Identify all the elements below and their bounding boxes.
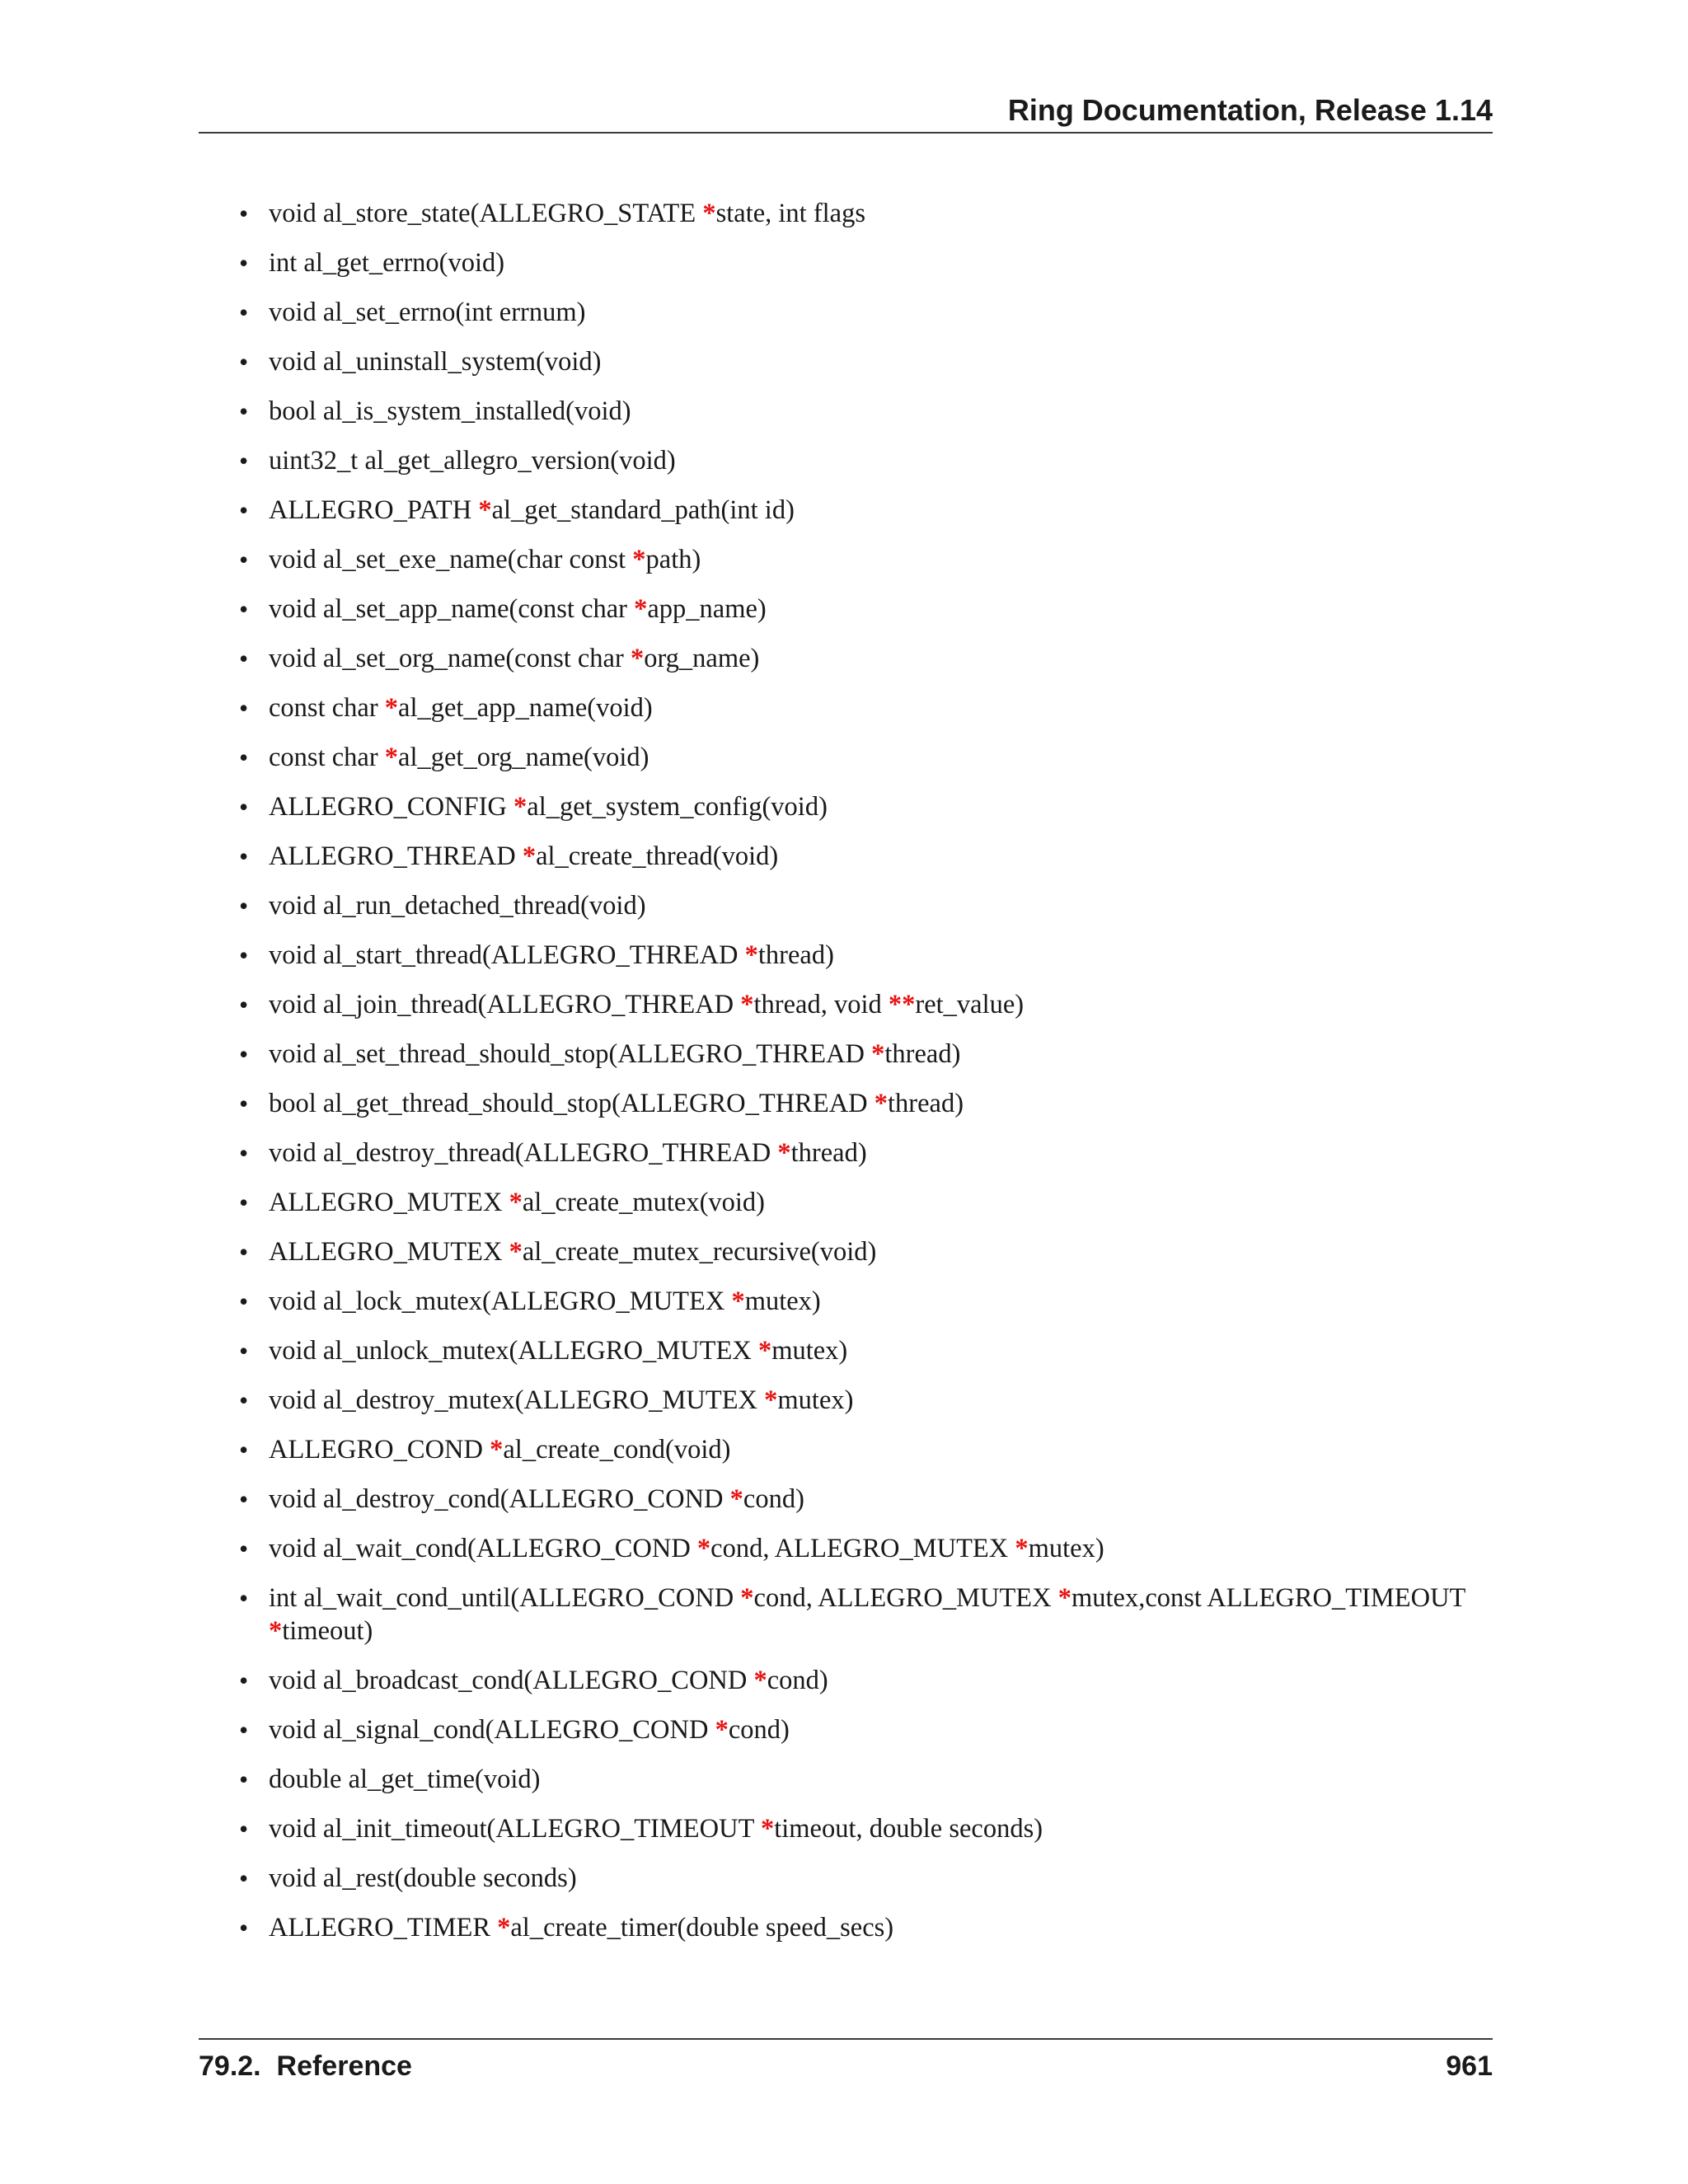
signature-text: bool al_get_thread_should_stop(ALLEGRO_THREAD [269, 1089, 874, 1118]
pointer-asterisk: * [740, 1583, 754, 1613]
function-signature [239, 1664, 1500, 1697]
pointer-asterisk: * [871, 1039, 885, 1069]
signature-text: void al_destroy_cond(ALLEGRO_COND [269, 1484, 730, 1514]
signature-text: void al_set_exe_name(char const [269, 545, 633, 574]
signature-text: void al_join_thread(ALLEGRO_THREAD [269, 990, 741, 1019]
signature-text: timeout, double seconds) [774, 1814, 1043, 1844]
signature-text: mutex,const ALLEGRO_TIMEOUT [1071, 1583, 1465, 1613]
signature-text: const char [269, 743, 385, 772]
signature-text: int al_get_errno(void) [269, 248, 505, 278]
function-signature [239, 444, 1500, 477]
signature-text: cond) [728, 1715, 790, 1745]
signature-text: ALLEGRO_CONFIG [269, 792, 514, 822]
function-signature [239, 1763, 1500, 1796]
signature-text: timeout) [282, 1616, 373, 1646]
signature-text: void al_wait_cond(ALLEGRO_COND [269, 1534, 697, 1563]
signature-text: ALLEGRO_TIMER [269, 1913, 498, 1943]
section-reference: 79.2. Reference [199, 2050, 412, 2082]
pointer-asterisk: * [509, 1237, 523, 1267]
signature-text: void al_set_errno(int errnum) [269, 298, 586, 327]
pointer-asterisk: * [764, 1385, 778, 1415]
pointer-asterisk: * [715, 1715, 729, 1745]
signature-text: void al_lock_mutex(ALLEGRO_MUTEX [269, 1286, 732, 1316]
pointer-asterisk: * [269, 1616, 283, 1646]
function-signature [239, 642, 1500, 675]
function-signature [239, 1713, 1500, 1746]
signature-text: bool al_is_system_installed(void) [269, 396, 631, 426]
signature-text: al_get_org_name(void) [398, 743, 649, 772]
signature-text: al_create_mutex(void) [522, 1188, 765, 1217]
signature-text: void al_signal_cond(ALLEGRO_COND [269, 1715, 715, 1745]
page-header [199, 92, 1493, 134]
signature-text: void al_unlock_mutex(ALLEGRO_MUTEX [269, 1336, 758, 1366]
signature-text: al_create_cond(void) [503, 1435, 731, 1465]
pointer-asterisk: * [632, 545, 646, 574]
signature-text: void al_run_detached_thread(void) [269, 891, 646, 921]
signature-text: org_name) [644, 644, 760, 673]
function-signature [239, 1384, 1500, 1417]
pointer-asterisk: * [744, 940, 758, 970]
signature-text: double al_get_time(void) [269, 1765, 541, 1794]
function-signature [239, 1911, 1500, 1944]
signature-text: thread) [888, 1089, 964, 1118]
function-signature [239, 345, 1500, 378]
signature-text: al_create_mutex_recursive(void) [522, 1237, 877, 1267]
pointer-asterisk: * [634, 594, 648, 624]
function-signature [239, 1038, 1500, 1071]
function-signature [239, 296, 1500, 329]
signature-text: thread) [790, 1138, 867, 1168]
function-signature [239, 939, 1500, 972]
function-signature [239, 691, 1500, 724]
pointer-asterisk: * [1015, 1534, 1029, 1563]
function-signature [239, 1087, 1500, 1120]
signature-text: mutex) [744, 1286, 821, 1316]
pointer-asterisk: * [696, 1534, 711, 1563]
pointer-asterisk: * [777, 1138, 791, 1168]
pointer-asterisk: * [874, 1089, 889, 1118]
signature-text: ret_value) [915, 990, 1025, 1019]
signature-text: cond) [743, 1484, 804, 1514]
signature-text: mutex) [1028, 1534, 1104, 1563]
signature-text: ALLEGRO_THREAD [269, 841, 523, 871]
document-title: Ring Documentation, Release 1.14 [1007, 93, 1493, 127]
function-signature [239, 1186, 1500, 1219]
function-signature [239, 1483, 1500, 1516]
pointer-asterisk: * [522, 841, 537, 871]
signature-text: mutex) [777, 1385, 854, 1415]
signature-text: app_name) [647, 594, 767, 624]
signature-text: al_get_app_name(void) [398, 693, 653, 723]
function-signature [239, 197, 1500, 230]
signature-text: int al_wait_cond_until(ALLEGRO_COND [269, 1583, 741, 1613]
signature-text: thread, void [753, 990, 889, 1019]
signature-text: cond, ALLEGRO_MUTEX [710, 1534, 1015, 1563]
signature-text: al_create_timer(double speed_secs) [510, 1913, 894, 1943]
signature-text: al_get_standard_path(int id) [491, 495, 795, 525]
signature-text: const char [269, 693, 385, 723]
signature-text: ALLEGRO_MUTEX [269, 1237, 509, 1267]
signature-text: thread) [757, 940, 834, 970]
signature-text: void al_set_thread_should_stop(ALLEGRO_THREAD [269, 1039, 872, 1069]
function-signature [239, 790, 1500, 823]
pointer-asterisk: ** [888, 990, 916, 1019]
pointer-asterisk: * [731, 1286, 745, 1316]
function-signature-list [239, 197, 1500, 1961]
pointer-asterisk: * [497, 1913, 511, 1943]
pointer-asterisk: * [753, 1666, 767, 1695]
signature-text: void al_store_state(ALLEGRO_STATE [269, 199, 703, 228]
function-signature [239, 741, 1500, 774]
signature-text: cond, ALLEGRO_MUTEX [753, 1583, 1058, 1613]
function-signature [239, 1862, 1500, 1895]
function-signature [239, 1137, 1500, 1169]
signature-text: void al_set_app_name(const char [269, 594, 635, 624]
function-signature [239, 840, 1500, 873]
signature-text: mutex) [771, 1336, 848, 1366]
function-signature [239, 1285, 1500, 1318]
pointer-asterisk: * [757, 1336, 772, 1366]
signature-text: ALLEGRO_COND [269, 1435, 490, 1465]
function-signature [239, 1812, 1500, 1845]
function-signature [239, 395, 1500, 428]
signature-text: void al_set_org_name(const char [269, 644, 631, 673]
function-signature [239, 889, 1500, 922]
signature-text: al_get_system_config(void) [527, 792, 828, 822]
pointer-asterisk: * [760, 1814, 775, 1844]
signature-text: void al_rest(double seconds) [269, 1863, 577, 1893]
signature-text: void al_destroy_mutex(ALLEGRO_MUTEX [269, 1385, 765, 1415]
signature-text: void al_broadcast_cond(ALLEGRO_COND [269, 1666, 754, 1695]
page-number: 961 [1446, 2050, 1493, 2082]
pointer-asterisk: * [630, 644, 645, 673]
pointer-asterisk: * [384, 693, 399, 723]
function-signature [239, 494, 1500, 527]
function-signature [239, 246, 1500, 279]
pointer-asterisk: * [509, 1188, 523, 1217]
signature-text: void al_uninstall_system(void) [269, 347, 602, 377]
signature-text: void al_destroy_thread(ALLEGRO_THREAD [269, 1138, 778, 1168]
signature-text: void al_start_thread(ALLEGRO_THREAD [269, 940, 745, 970]
pointer-asterisk: * [729, 1484, 743, 1514]
function-signature [239, 988, 1500, 1021]
pointer-asterisk: * [490, 1435, 504, 1465]
signature-text: uint32_t al_get_allegro_version(void) [269, 446, 676, 476]
function-signature [239, 1532, 1500, 1565]
signature-text: cond) [767, 1666, 828, 1695]
function-signature [239, 543, 1500, 576]
signature-text: al_create_thread(void) [536, 841, 779, 871]
signature-text: state, int flags [715, 199, 866, 228]
page-footer [199, 2038, 1493, 2089]
signature-text: ALLEGRO_MUTEX [269, 1188, 509, 1217]
function-signature [239, 1235, 1500, 1268]
signature-text: path) [645, 545, 701, 574]
pointer-asterisk: * [1057, 1583, 1071, 1613]
signature-text: ALLEGRO_PATH [269, 495, 479, 525]
pointer-asterisk: * [740, 990, 754, 1019]
function-signature [239, 1433, 1500, 1466]
pointer-asterisk: * [478, 495, 492, 525]
pointer-asterisk: * [513, 792, 528, 822]
function-signature [239, 593, 1500, 626]
function-signature [239, 1334, 1500, 1367]
pointer-asterisk: * [384, 743, 399, 772]
pointer-asterisk: * [702, 199, 716, 228]
signature-text: void al_init_timeout(ALLEGRO_TIMEOUT [269, 1814, 761, 1844]
signature-text: thread) [884, 1039, 961, 1069]
function-signature [239, 1582, 1500, 1647]
